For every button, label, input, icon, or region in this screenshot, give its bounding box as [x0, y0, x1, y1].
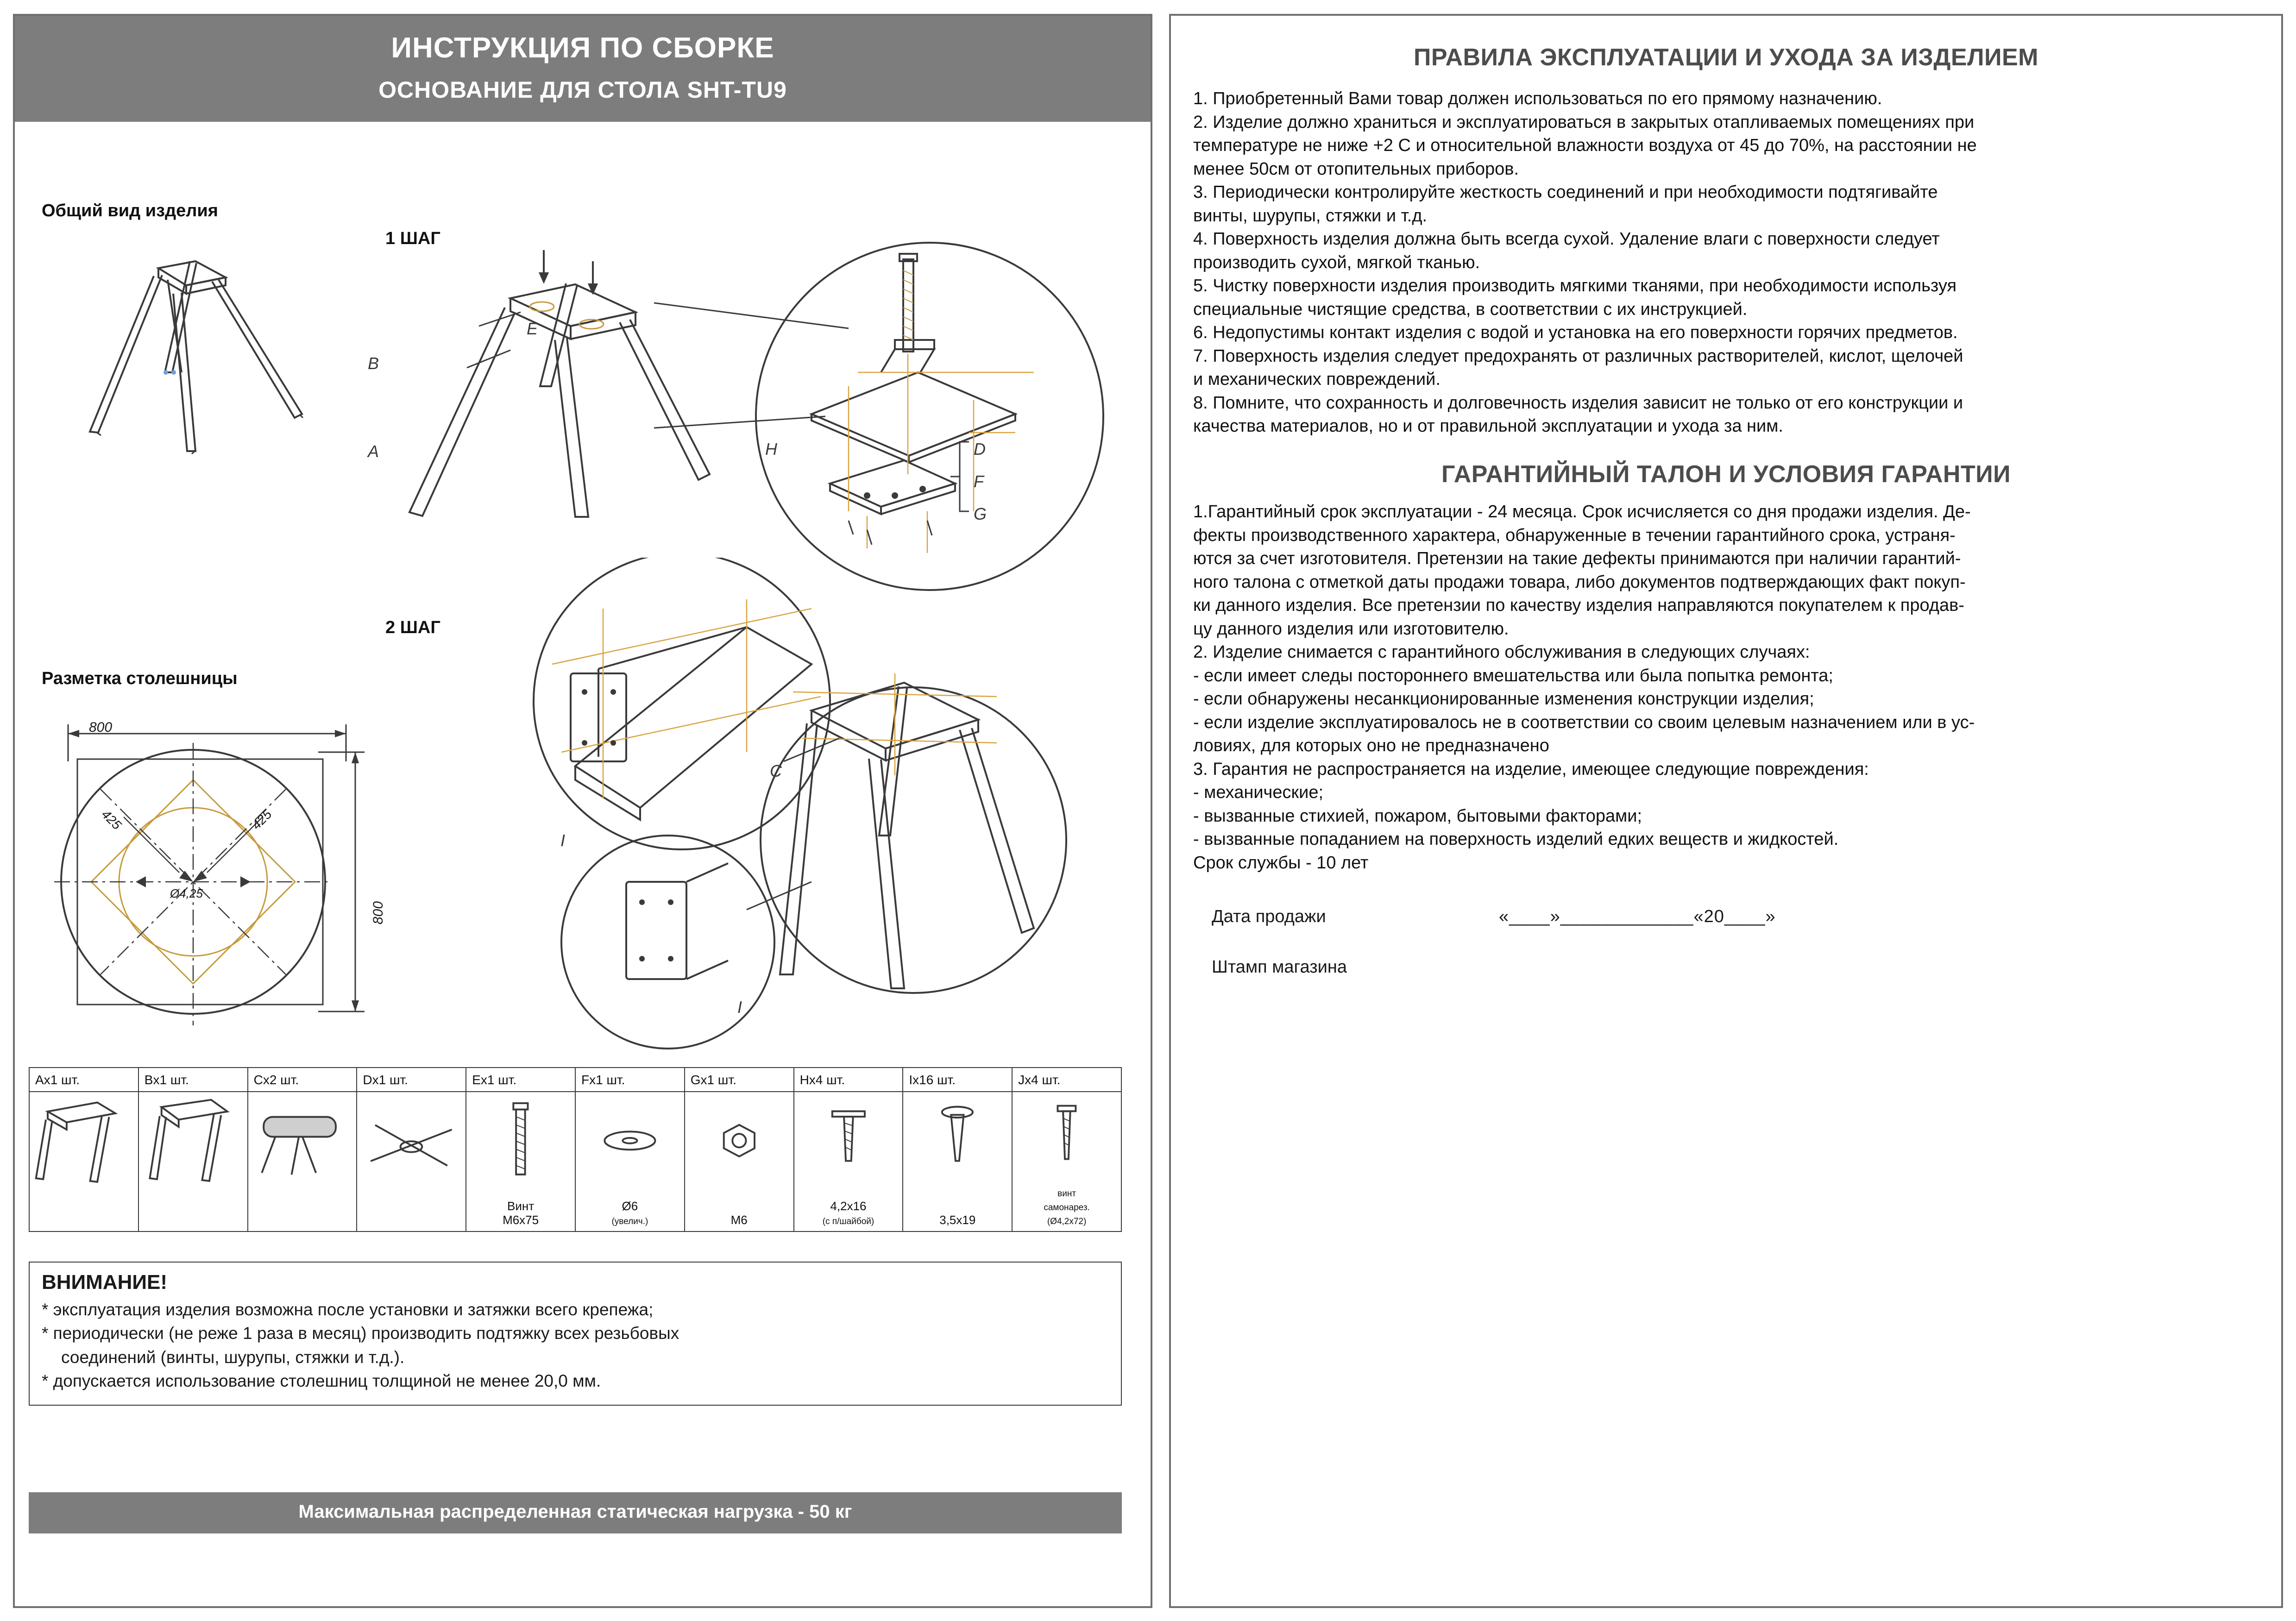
care-line-3: температуре не ниже +2 С и относительной влажности воздуха от 45 до 70%, на расстоянии не [1193, 136, 1977, 156]
sale-date-row [1193, 907, 2259, 927]
part-H-caption: 4,2x16 (с п/шайбой) [822, 1199, 874, 1227]
callout-B: B [368, 354, 379, 373]
care-line-5: 3. Периодически контролируйте жесткость соединений и при необходимости подтягивайте [1193, 182, 1938, 202]
sale-date-field[interactable]: «____»_____________«20____» [1499, 907, 1776, 927]
part-cell-F [575, 1092, 685, 1231]
warranty-line-6: цу данного изделия или изготовителю. [1193, 619, 1509, 639]
label-markup: Разметка столешницы [42, 669, 238, 688]
warranty-text [1193, 500, 2259, 875]
label-step-2: 2 ШАГ [385, 618, 440, 637]
part-J-caption: винт самонарез. (Ø4,2x72) [1044, 1189, 1090, 1227]
dim-width-800: 800 [89, 720, 113, 735]
care-line-8: производить сухой, мягкой тканью. [1193, 252, 1480, 272]
part-cell-G [685, 1092, 794, 1231]
warning-line-1: * эксплуатация изделия возможна после установки и затяжки всего крепежа; [42, 1300, 654, 1319]
part-cell-A [29, 1092, 138, 1231]
care-line-7: 4. Поверхность изделия должна быть всегда сухой. Удаление влаги с поверхности следует [1193, 229, 1940, 249]
part-F-caption: Ø6 (увелич.) [611, 1199, 648, 1227]
dim-height-800: 800 [371, 901, 386, 925]
part-J-icon [1013, 1092, 1121, 1175]
warning-box [29, 1262, 1122, 1406]
warranty-line-7: 2. Изделие снимается с гарантийного обслуживания в следующих случаях: [1193, 642, 1810, 662]
warning-title: ВНИМАНИЕ! [42, 1271, 168, 1294]
stamp-label: Штамп магазина [1212, 957, 1347, 977]
care-line-13: и механических повреждений. [1193, 370, 1441, 390]
warranty-line-1: 1.Гарантийный срок эксплуатации - 24 месяца. Срок исчисляется со дня продажи изделия. Де- [1193, 502, 1971, 521]
warranty-line-3: ются за счет изготовителя. Претензии на такие дефекты принимаются при наличии гарантий- [1193, 549, 1961, 569]
part-cell-H [794, 1092, 903, 1231]
page-spine [1152, 14, 1169, 1608]
care-rules-text [1193, 87, 2259, 438]
part-B-icon [139, 1092, 247, 1199]
parts-header-B: Bx1 шт. [138, 1068, 248, 1092]
parts-table-body-row [29, 1092, 1121, 1231]
callout-I-2: I [737, 998, 742, 1017]
callout-I-1: I [560, 831, 566, 850]
title-band [15, 16, 1151, 122]
step2-drawing [487, 558, 1108, 1058]
care-line-14: 8. Помните, что сохранность и долговечность изделия зависит не только от его конструкции и [1193, 393, 1963, 413]
warranty-line-13: - механические; [1193, 783, 1324, 803]
parts-header-A: Ax1 шт. [29, 1068, 138, 1092]
general-view-drawing [43, 233, 358, 511]
parts-header-E: Ex1 шт. [466, 1068, 575, 1092]
part-G-icon [685, 1092, 793, 1183]
doc-title-line1: ИНСТРУКЦИЯ ПО СБОРКЕ [391, 32, 774, 64]
heading-care-rules: ПРАВИЛА ЭКСПЛУАТАЦИИ И УХОДА ЗА ИЗДЕЛИЕМ [1414, 44, 2038, 71]
part-H-icon [794, 1092, 903, 1178]
warranty-line-2: фекты производственного характера, обнаруженные в течении гарантийного срока, устраня- [1193, 525, 1956, 545]
part-I-caption: 3,5x19 [939, 1213, 976, 1227]
warranty-line-14: - вызванные стихией, пожаром, бытовыми факторами; [1193, 806, 1642, 826]
callout-G: G [974, 504, 987, 523]
part-cell-B [138, 1092, 248, 1231]
care-line-6: винты, шурупы, стяжки и т.д. [1193, 206, 1428, 226]
part-cell-E [466, 1092, 575, 1231]
parts-header-C: Cx2 шт. [248, 1068, 357, 1092]
care-line-11: 6. Недопустимы контакт изделия с водой и установка на его поверхности горячих предметов. [1193, 323, 1958, 343]
callout-D: D [974, 440, 986, 459]
parts-header-G: Gx1 шт. [685, 1068, 794, 1092]
part-A-icon [30, 1092, 138, 1199]
callout-H: H [765, 440, 777, 459]
part-I-icon [903, 1092, 1012, 1178]
part-G-caption: M6 [730, 1213, 748, 1227]
warranty-line-5: ки данного изделия. Все претензии по качеству изделия направляются покупателем к продав- [1193, 596, 1964, 616]
warning-line-2: * периодически (не реже 1 раза в месяц) производить подтяжку всех резьбовых [42, 1324, 679, 1343]
warranty-line-10: - если изделие эксплуатировалось не в соответствии со своим целевым назначением или в ус- [1193, 712, 1975, 732]
warranty-line-12: 3. Гарантия не распространяется на изделие, имеющее следующие повреждения: [1193, 759, 1869, 779]
parts-header-H: Hx4 шт. [794, 1068, 903, 1092]
warranty-line-8: - если имеет следы постороннего вмешательства или была попытка ремонта; [1193, 666, 1833, 685]
care-line-2: 2. Изделие должно храниться и эксплуатироваться в закрытых отапливаемых помещениях при [1193, 112, 1975, 132]
label-general-view: Общий вид изделия [42, 201, 218, 220]
label-step-1: 1 ШАГ [385, 229, 440, 248]
part-cell-J [1012, 1092, 1121, 1231]
part-cell-I [903, 1092, 1012, 1231]
warning-line-4: * допускается использование столешниц толщиной не менее 20,0 мм. [42, 1371, 601, 1391]
doc-title-line2: ОСНОВАНИЕ ДЛЯ СТОЛА SHT-TU9 [378, 77, 787, 103]
callout-bracket-dfg [950, 433, 1011, 525]
part-F-icon [576, 1092, 684, 1183]
parts-header-F: Fx1 шт. [575, 1068, 685, 1092]
care-line-10: специальные чистящие средства, в соответствии с их инструкцией. [1193, 299, 1748, 319]
tabletop-markup-drawing [40, 706, 392, 1049]
warranty-line-4: ного талона с отметкой даты продажи товара, либо документов подтверждающих факт покуп- [1193, 572, 1966, 592]
part-E-caption: Винт M6x75 [503, 1199, 539, 1227]
callout-C: C [770, 761, 782, 780]
care-line-9: 5. Чистку поверхности изделия производить мягкими тканями, при необходимости используя [1193, 276, 1957, 296]
callout-A: A [368, 442, 379, 461]
care-line-12: 7. Поверхность изделия следует предохранять от различных растворителей, кислот, щелочей [1193, 346, 1963, 366]
part-D-icon [357, 1092, 465, 1199]
parts-header-D: Dx1 шт. [357, 1068, 466, 1092]
parts-table [29, 1067, 1122, 1232]
heading-warranty: ГАРАНТИЙНЫЙ ТАЛОН И УСЛОВИЯ ГАРАНТИИ [1441, 460, 2011, 488]
callout-E: E [527, 319, 538, 338]
sale-date-label: Дата продажи [1212, 907, 1326, 927]
dim-diag-left-425: 425 [99, 807, 125, 833]
part-E-icon [466, 1092, 575, 1183]
max-load-bar: Максимальная распределенная статическая нагрузка - 50 кг [29, 1492, 1122, 1533]
dim-center-diameter: Ø4,25 [170, 886, 203, 900]
callout-F: F [974, 472, 984, 491]
parts-header-J: Jx4 шт. [1012, 1068, 1121, 1092]
left-page-panel [13, 14, 1152, 1608]
part-C-icon [248, 1092, 357, 1199]
care-line-4: менее 50см от отопительных приборов. [1193, 159, 1519, 179]
parts-header-I: Ix16 шт. [903, 1068, 1012, 1092]
right-page-panel [1169, 14, 2283, 1608]
part-cell-C [248, 1092, 357, 1231]
care-line-1: 1. Приобретенный Вами товар должен использоваться по его прямому назначению. [1193, 89, 1882, 108]
part-cell-D [357, 1092, 466, 1231]
warranty-line-16: Срок службы - 10 лет [1193, 853, 1369, 873]
warning-line-3: соединений (винты, шурупы, стяжки и т.д.). [61, 1347, 405, 1367]
warranty-line-9: - если обнаружены несанкционированные изменения конструкции изделия; [1193, 689, 1814, 709]
parts-table-header-row [29, 1068, 1121, 1092]
care-line-15: качества материалов, но и от правильной эксплуатации и ухода за ним. [1193, 416, 1783, 436]
warranty-line-15: - вызванные попаданием на поверхность изделий едких веществ и жидкостей. [1193, 829, 1839, 849]
warranty-line-11: ловиях, для которых оно не предназначено [1193, 736, 1549, 756]
dim-diag-right-425: 425 [249, 807, 275, 833]
